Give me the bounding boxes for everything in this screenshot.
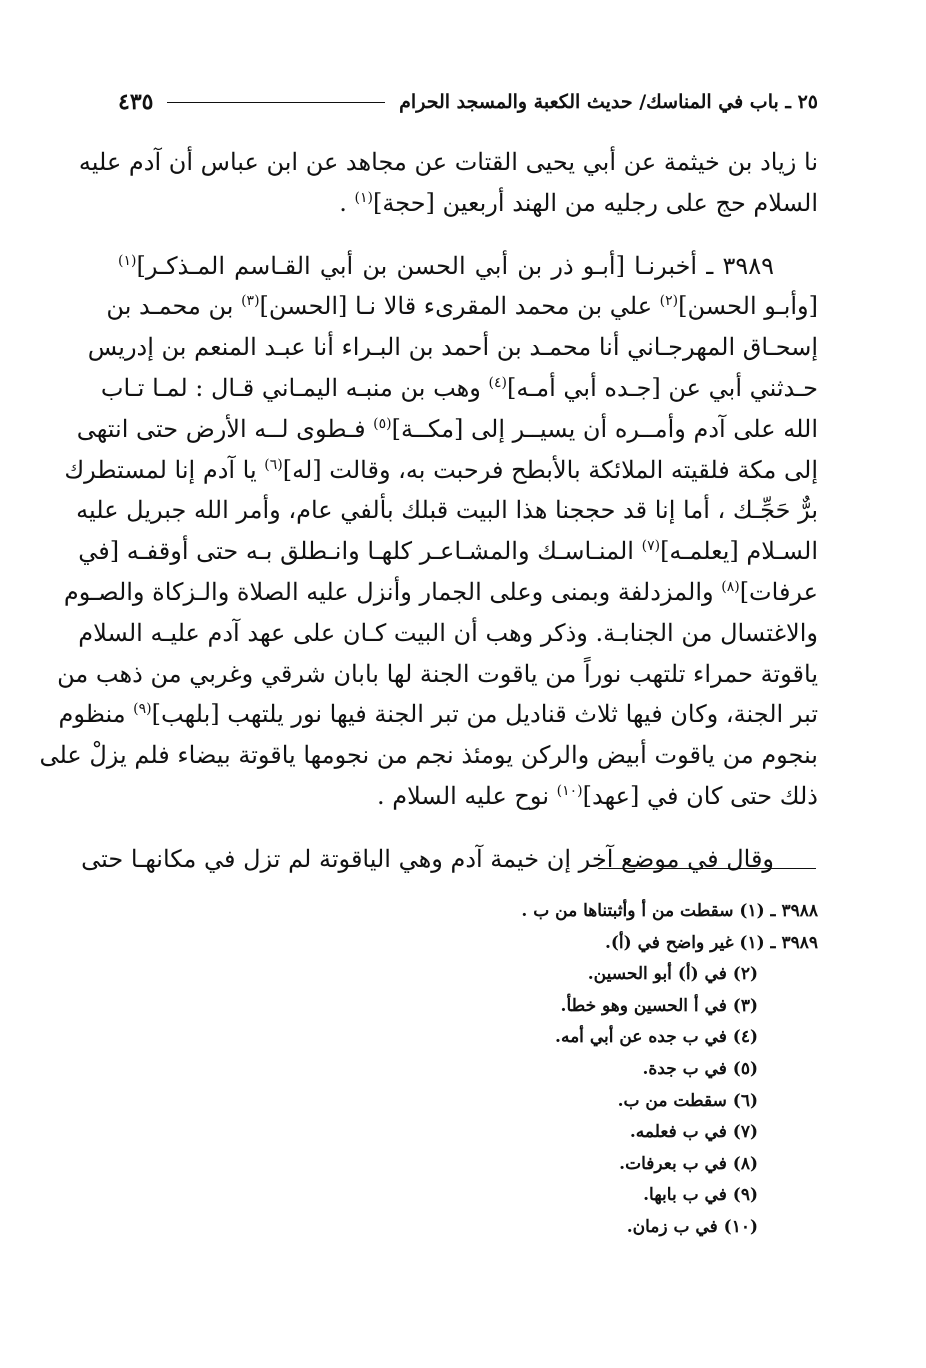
text-segment: إسحـاق المهرجـاني أنا محمـد بن أحمد بن البـراء أنا عبـد المنعم بن إدريس: [87, 333, 818, 362]
text-segment: تبر الجنة، وكان فيها ثلاث قناديل من تبر الجنة فيها نور يلتهب [بلهب]: [151, 700, 818, 729]
footnote-ref: (٩): [133, 701, 152, 718]
text-line: [63, 572, 818, 613]
footnote-ref: (١): [354, 189, 373, 206]
text-line: [58, 694, 818, 735]
footnote-ref: (٤): [488, 374, 507, 391]
paragraph-intro: [78, 142, 818, 224]
text-line: السلام حج على رجليه من الهند أربعين [حجة]$^{(١)}$ .: [339, 188, 818, 217]
footnote-ref: (٧): [641, 538, 661, 555]
footnote-ref: (٥): [373, 415, 392, 432]
text-segment: برٌّ حَجِّـك ، أما إنا قد حججنا هذا البيت قبلك بألفي عام، وأمر الله جبريل عليه: [76, 496, 818, 525]
text-line: [78, 613, 818, 654]
header-rule: [167, 102, 385, 103]
text-line: وقال في موضع آخر إن خيمة آدم وهي الياقوتة لم تزل في مكانهـا حتى: [81, 844, 774, 873]
chapter-title: ٢٥ ـ باب في المناسك/ حديث الكعبة والمسجد الحرام: [399, 91, 818, 113]
text-segment: الله على آدم وأمــره أن يسيــر إلى [مكــة]: [391, 414, 818, 443]
text-line: [118, 246, 818, 287]
text-line: [118, 776, 818, 817]
footnote-item: (٣) في أ الحسين وهو خطأ.: [560, 995, 758, 1016]
text-line: [78, 531, 818, 572]
text-segment: منظوم: [58, 700, 134, 729]
footnote-ref: (١٠): [556, 782, 583, 799]
footnote-item: (١٠) في ب زمان.: [626, 1216, 758, 1237]
text-line: [57, 654, 818, 695]
footnote-item: (٩) في ب بابها.: [643, 1185, 758, 1206]
text-line: [76, 490, 818, 531]
text-line: [76, 409, 818, 450]
paragraph-hadith-3989: [39, 246, 818, 817]
text-segment: المنـاسـك والمشـاعـر كلهـا وانـطلق بـه حتى أوقفـه [في: [78, 537, 642, 566]
main-text: [39, 142, 818, 880]
footnote-item: ٣٩٨٨ ـ (١) سقطت من أ وأثبتناها من ب .: [521, 901, 818, 921]
text-segment: إلى مكة فلقيته الملائكة بالأبطح فرحبت به، وقالت [له]: [282, 455, 818, 484]
text-segment: يا آدم إنا لمستطرك: [64, 455, 265, 484]
text-segment: عرفات]: [739, 577, 818, 606]
text-segment: ٣٩٨٩ ـ أخبرنـا [أبـو ذر بن أبي الحسن بن أبي القـاسم المـذكـر]: [136, 251, 774, 280]
text-segment: [وأبـو الحسن]: [678, 292, 818, 321]
text-segment: بن محمـد بن: [106, 292, 242, 321]
footnote-item: (٦) سقطت من ب.: [617, 1090, 758, 1111]
text-line: [64, 450, 818, 491]
text-line: [106, 286, 818, 327]
text-segment: فـطوى لــه الأرض حتى انتهى: [76, 414, 374, 443]
text-line: [87, 327, 818, 368]
footnotes: [300, 896, 818, 1244]
text-line: نا زياد بن خيثمة عن أبي يحيى القتات عن مجاهد عن ابن عباس أن آدم عليه: [78, 148, 818, 176]
footnote-item: (٢) في (أ) أبو الحسين.: [587, 964, 758, 985]
text-segment: نوح عليه السلام .: [376, 781, 557, 810]
footnote-item: (٥) في ب جدة.: [642, 1058, 758, 1079]
text-segment: ياقوتة حمراء تلتهب نوراً من ياقوت الجنة لها بابان شرقي وغربي من ذهب من: [57, 659, 818, 688]
text-segment: ذلك حتى كان في [عهد]: [582, 781, 818, 810]
footnote-ref: (٢): [659, 293, 679, 310]
text-segment: وهب بن منبـه اليمـاني قـال : لمـا تـاب: [100, 373, 489, 402]
footnote-ref: (١): [118, 252, 137, 269]
running-header: [118, 84, 818, 120]
footnote-item: ٣٩٨٩ ـ (١) غير واضح في (أ).: [604, 932, 818, 953]
text-line: [100, 368, 818, 409]
footnote-item: (٨) في ب بعرفات.: [619, 1153, 758, 1174]
text-line: [39, 735, 818, 776]
text-segment: والمزدلفة وبمنى وعلى الجمار وأنزل عليه الصلاة والـزكاة والصـوم: [63, 577, 722, 606]
footnote-item: (٧) في ب فعلمه.: [629, 1122, 758, 1143]
footnote-ref: (٣): [241, 293, 260, 310]
footnote-item: (٤) في ب جده عن أبي أمه.: [555, 1027, 758, 1048]
text-segment: حـدثني أبي عن [جـده أبي أمـه]: [506, 373, 818, 402]
paragraph-continuation: [81, 839, 818, 880]
text-segment: والاغتسال من الجنابـة. وذكر وهب أن البيت كـان على عهد آدم عليـه السلام: [78, 618, 818, 647]
text-segment: بنجوم من ياقوت أبيض والركن يومئذ نجم من نجومها ياقوتة بيضاء فلم يزلْ على: [39, 741, 818, 770]
footnote-ref: (٨): [721, 578, 740, 595]
footnote-separator: [598, 868, 816, 869]
footnote-ref: (٦): [264, 456, 283, 473]
text-segment: علي بن محمد المقرىء قالا نـا [الحسن]: [259, 292, 660, 321]
page-number: ٤٣٥: [118, 89, 154, 115]
text-segment: السـلام [يعلمـه]: [660, 537, 818, 566]
